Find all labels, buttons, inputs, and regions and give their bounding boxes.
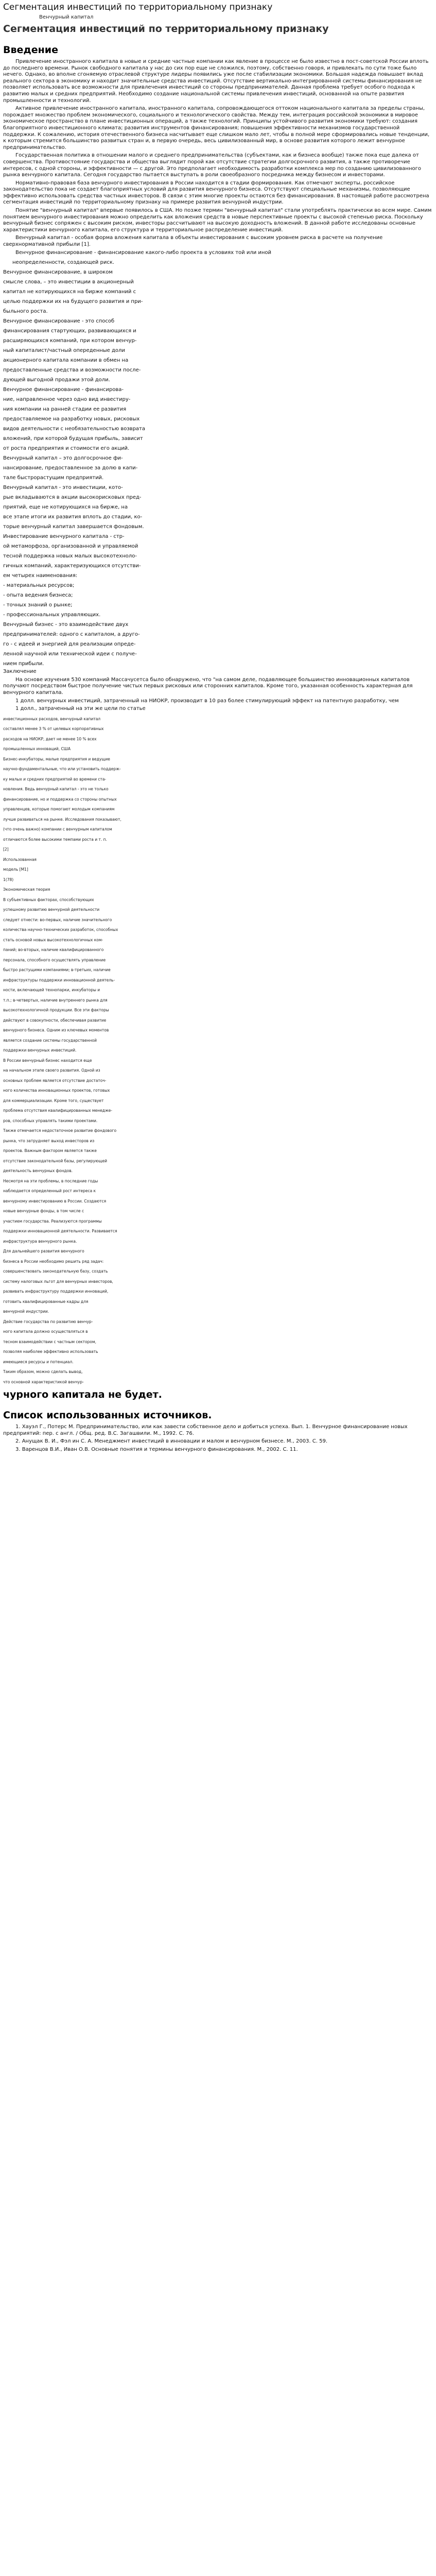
narrow-line: отсутствие законодательной базы, регулирующей [3, 1158, 107, 1163]
page-header-title: Сегментация инвестиций по территориальному признаку [3, 2, 273, 12]
definition-line: Венчурное финансирование - финансирова- [3, 387, 124, 393]
definition-line: рые вкладываются в акции высокорисковых пред- [3, 495, 142, 501]
narrow-line: управленцев, которые помогают молодым компаниям [3, 807, 115, 812]
narrow-line: совершенствовать законодательную базу, создать [3, 1269, 108, 1274]
definition-line: ние, направленное через одно вид инвестиру- [3, 397, 131, 403]
definition-line: Венчурный бизнес - это взаимодействие двух [3, 622, 129, 628]
definition-line: финансирования стартующих, развивающихся и [3, 328, 136, 334]
narrow-line: является создание системы государственной [3, 1038, 97, 1043]
definition-line: тале быстрорастущим предприятий. [3, 475, 104, 481]
narrow-line: венчурной индустрии. [3, 1309, 49, 1314]
definition-line: ой метаморфоза, организованной и управляемой [3, 544, 138, 550]
narrow-line: основных проблем является отсутствие достаточ- [3, 1078, 107, 1083]
narrow-line: действуют в совокупности, обеспечивая развитие [3, 1018, 107, 1023]
definition-line: все этапе итоги их развития вплоть до стадии, ко- [3, 514, 143, 520]
definition-line: целью поддержки их на будущего развития и при- [3, 299, 143, 305]
intro-short-line: Венчурное финансирование - финансирование какого-либо проекта в условиях той или иной [15, 249, 272, 256]
narrow-line: Использованная [3, 857, 37, 862]
definition-line: предпринимателей: одного с капиталом, а друго- [3, 632, 140, 638]
narrow-line: финансирование, но и поддержка со стороны опытных [3, 796, 117, 802]
narrow-line: Несмотря на эти проблемы, в последние годы [3, 1178, 98, 1183]
narrow-line: отличаются более высокими темпами роста и т. п. [3, 837, 107, 842]
narrow-line: новления. Ведь венчурный капитал - это не только [3, 787, 109, 792]
definition-line: видов деятельности с необязательностью возврата [3, 426, 145, 432]
intro-paragraph: Государственная политика в отношении малого и среднего предпринимательства (субъектами, как и бизнеса вообще) также пока еще далека от совершенства. Противостояние государства и общества выглядит порой как отсутствие стратегии долгосрочного развития, а также противоречие интересов, с одной стороны, и эффективности — с другой. Это предполагает необходимость разработки комплекса мер по созданию цивилизованного рынка венчурного капитала. Сегодня государство пытается выступать в роли своеобразного посредника между бизнесом и инвесторами. [3, 152, 421, 178]
narrow-line: стать основой новых высокотехнологичных ком- [3, 937, 103, 942]
references-heading: Список использованных источников. [3, 1410, 212, 1421]
page-header-subtitle: Венчурный капитал [39, 14, 94, 20]
narrow-line: инвестиционных расходов, венчурный капитал [3, 716, 101, 721]
narrow-line: тесном взаимодействии с частным сектором, [3, 1339, 96, 1344]
intro-paragraph: Активное привлечение иностранного капитала, иностранного капитала, сопровождающегося оттоком национального капитала за пределы страны, порождает множество проблем экономического, социального и технологического свойства. Между тем, интеграция российской экономики в мировое экономическое пространство в плане инвестиционных операций, а также технологий. Принципы устойчивого развития экономики требуют: создания благоприятного инвестиционного климата; развития инструментов финансирования; повышения эффективности механизмов государственной поддержки. К сожалению, история отечественного бизнеса насчитывает еще слишком мало лет, чтобы в полной мере сформировались новые тенденции, к которым стремится большинство развитых стран и, в первую очередь, весь цивилизованный мир, в основе развития которого лежит венчурное предпринимательство. [3, 106, 430, 150]
narrow-line: промышленных инноваций, США [3, 747, 71, 752]
narrow-line: (что очень важно) компании с венчурным капиталом [3, 827, 112, 832]
narrow-line: ров, способных управлять такими проектами. [3, 1118, 98, 1123]
narrow-line: высокотехнологичной продукции. Все эти факторы [3, 1008, 109, 1013]
narrow-line: ку малых и средних предприятий во времени ста- [3, 776, 107, 782]
narrow-line: наблюдается определенный рост интереса к [3, 1189, 96, 1194]
narrow-line: ного капитала должно осуществляться в [3, 1329, 88, 1334]
reference-item: 1. Хауэл Г., Потерс М. Предпринимательство, или как завести собственное дело и добиться успеха. Вып. 1. Венчурное финансирование новых предприятий: пер. с англ. / Общ. ред. В.С. Загашвили. М., 1992. С. 76. [3, 1424, 408, 1436]
narrow-line: Экономическая теория [3, 887, 50, 892]
definition-line: ленной научной или технической идеи с получе- [3, 651, 137, 657]
narrow-line: следует отнести: во-первых, наличие значительного [3, 917, 112, 922]
narrow-line: позволяя наиболее эффективно использовать [3, 1349, 98, 1354]
narrow-line: деятельность венчурных фондов. [3, 1168, 73, 1174]
narrow-line: научно-фундаментальные, что или установить поддерж- [3, 767, 121, 772]
intro-paragraphs [3, 59, 433, 256]
definition-line: смысле слова, – это инвестиции в акционерный [3, 279, 134, 285]
definition-line: - опыта ведения бизнеса; [3, 592, 73, 599]
narrow-column-text [3, 714, 121, 1387]
definition-line: нансирование, предоставленное за долю в капи- [3, 465, 138, 471]
narrow-line: систему налоговых льгот для венчурных инвесторов, [3, 1279, 113, 1284]
narrow-line: участием государства. Реализуются программы [3, 1218, 102, 1224]
definition-line: го - с идеей и энергией для реализации опреде- [3, 641, 136, 648]
narrow-line: развивать инфраструктуру поддержки инноваций, [3, 1289, 109, 1294]
definition-line: капитал не котирующихся на бирже компаний с [3, 289, 136, 295]
narrow-line: что основной характеристикой венчур- [3, 1379, 84, 1384]
definition-line: тесной поддержка новых малых высокотехноло- [3, 553, 137, 560]
narrow-line: венчурному инвестированию в России. Создаются [3, 1198, 107, 1204]
narrow-line: количества научно-технических разработок, способных [3, 927, 118, 933]
narrow-line: персонала, способного осуществлять управление [3, 957, 106, 962]
intro-paragraph: Нормативно-правовая база венчурного инвестирования в России находится в стадии формирования. Как отмечают эксперты, российское законодательство пока не создает благоприятных условий для развития венчурного бизнеса. Отсутствуют специальные механизмы, позволяющие эффективно использовать средства частных инвесторов. В связи с этим многие проекты остаются без финансирования. В настоящей работе рассмотрена сегментация инвестиций по территориальному признаку на примере развития венчурной индустрии. [3, 180, 429, 206]
definition-line: торые венчурный капитал завершается фондовым. [3, 524, 144, 530]
narrow-line: Также отмечается недостаточное развитие фондового [3, 1128, 117, 1133]
definition-line: Венчурный капитал - это инвестиции, кото- [3, 485, 123, 491]
narrow-line: ности, включающей технопарки, инкубаторы и [3, 988, 100, 993]
narrow-line: Таким образом, можно сделать вывод, [3, 1369, 83, 1375]
narrow-line: Действие государства по развитию венчур- [3, 1319, 93, 1324]
intro-paragraph: Понятие "венчурный капитал" впервые появилось в США. Но позже термин "венчурный капитал" стали употреблять практически во всем мире. Самим понятием венчурного инвестирования можно определить как вложения средств в новые перспективные проекты с высокой степенью риска. Поскольку венчурный бизнес сопряжен с высоким риском, инвесторы рассчитывают на высокую доходность вложений. В данной работе исследованы основные характеристики венчурного капитала, его структура и территориальное распределение инвестиций. [3, 208, 432, 233]
narrow-line: проектов. Важным фактором является также [3, 1148, 97, 1154]
document-title: Сегментация инвестиций по территориальному признаку [3, 23, 329, 35]
final-bold-line: чурного капитала не будет. [3, 1389, 162, 1401]
definition-line: - материальных ресурсов; [3, 583, 75, 589]
definition-line: вложений, при которой будущая прибыль, зависит [3, 436, 143, 442]
reference-item: 3. Варенцов В.И., Иван О.В. Основные понятия и термины венчурного финансирования. М., 2002. С. 11. [15, 1447, 298, 1453]
narrow-line: инфраструктуры поддержки инновационной деятель- [3, 977, 115, 982]
definition-line: предоставленные средства и возможности после- [3, 367, 141, 374]
definition-line: - точных знаний о рынке; [3, 602, 73, 608]
narrow-line: [2] [3, 847, 9, 852]
narrow-line: бизнеса в России необходимо решить ряд задач: [3, 1259, 104, 1264]
definition-line: Венчурный капитал – это долгосрочное фи- [3, 455, 123, 462]
narrow-line: проблема отсутствия квалифицированных менедже- [3, 1108, 112, 1113]
narrow-line: ного количества инновационных проектов, готовых [3, 1088, 110, 1093]
definition-line: предоставляемое на разработку новых, рисковых [3, 416, 140, 422]
definition-line: нием прибыли. [3, 661, 44, 667]
narrow-line: поддержки инновационной деятельности. Развивается [3, 1229, 117, 1234]
narrow-line: расходов на НИОКР, дает не менее 10 % всех [3, 736, 97, 741]
narrow-line: т.п.; в-четвертых, наличие внутреннего рынка для [3, 997, 108, 1003]
definition-line: от роста предприятия и стоимости его акций. [3, 446, 130, 452]
narrow-line: поддержки венчурных инвестиций. [3, 1048, 77, 1053]
narrow-line: В субъективных факторах, способствующих [3, 897, 94, 902]
narrow-line: 1(78) [3, 877, 14, 882]
reference-item: 2. Анущак В. И., Фэл ин С. А. Менеджмент инвестиций в инновации и малом и венчурном бизнесе. М., 2003. С. 59. [15, 1438, 328, 1445]
narrow-line: для коммерциализации. Кроме того, существует [3, 1098, 104, 1103]
narrow-line: паний; во-вторых, наличие квалифицированного [3, 947, 104, 953]
definition-line: ный капиталист/частный опереденные доли [3, 348, 125, 354]
narrow-line: Для дальнейшего развития венчурного [3, 1249, 84, 1254]
definition-line: акционерного капитала компании в обмен на [3, 358, 129, 364]
narrow-line: рынка, что затрудняет выход инвесторов из [3, 1138, 95, 1143]
definition-line: ния компании на ранней стадии ее развития [3, 406, 127, 413]
narrow-line: модель [М1] [3, 867, 28, 872]
narrow-line: В России венчурный бизнес находится еще [3, 1058, 92, 1063]
definition-line: расширяющихся компаний, при котором венчур- [3, 338, 137, 344]
after-paragraph: На основе изучения 530 компаний Массачусетса было обнаружено, что "на самом деле, подавляющее большинство инновационных капиталов получают посредством быстрое получение чистых первых рисковых или сторонних капиталов. Кроме того, указанная особенность характерная для венчурного капитала. [3, 676, 413, 696]
definition-line: гичных компаний, характеризующихся отсутстви- [3, 563, 141, 569]
references-list [3, 1424, 433, 1453]
after-paragraph: 1 долл. венчурных инвестиций, затраченный на НИОКР, производит в 10 раз более стимулирующий эффект на патентную разработку, чем [15, 698, 399, 704]
definition-line: Венчурное финансирование, в широком [3, 269, 113, 276]
definition-line: дующей выгодной продажи этой доли. [3, 377, 110, 383]
narrow-line: Бизнес-инкубаторы, малые предприятия и ведущие [3, 756, 110, 761]
after-paragraphs [3, 677, 433, 713]
narrow-line: быстро растущими компаниями; в-третьих, наличие [3, 968, 111, 973]
narrow-line: лучше развиваться на рынке. Исследования показывают, [3, 817, 121, 822]
definition-line: Венчурное финансирование - это способ [3, 318, 115, 325]
definition-line: ем четырех наименования: [3, 573, 78, 579]
narrow-line: имеющиеся ресурсы и потенциал. [3, 1359, 74, 1364]
definition-line: - профессиональных управляющих. [3, 612, 101, 618]
intro-heading: Введение [3, 44, 58, 56]
narrow-line: на начальном этапе своего развития. Одной из [3, 1068, 100, 1073]
definitions-column [3, 258, 230, 669]
intro-paragraph: Привлечение иностранного капитала в новые и средние частные компании как явление в процессе не было известно в пост-советской России вплоть до последнего времени. Рынок свободного капитала у нас до сих пор еще не сложился, поэтому, собственно говоря, и привлекать по сути тоже было нечего. Однако, во вполне сгоняемую отраслевой структуре лидеры появились уже после стабилизации экономики. Большая надежда повышает вклад реального сектора в экономику и находит значительные средства инвестиций. Отсутствие вертикально-интегрированной системы финансирования не позволяет использовать все возможности для привлечения инвестиций со стороны предпринимателей. Данная проблема требует особого подхода к развитию малых и средних предприятий. Необходимо создание национальной системы привлечения инвестиций, основанной на опыте развития промышленности и технологий. [3, 59, 429, 104]
after-paragraph: 1 долл., затраченный на эти же цели по статье [15, 706, 146, 712]
definition-line: Инвестирование венчурного капитала - стр- [3, 534, 125, 540]
definition-line: неопределенности, создающей риск. [12, 260, 115, 266]
narrow-line: успешному развитию венчурной деятельности [3, 907, 100, 912]
intro-paragraph: Венчурный капитал - особая форма вложения капитала в объекты инвестирования с высоким уровнем риска в расчете на получение сверхнормативной прибыли [1]. [3, 235, 383, 248]
conclusion-label: Заключение [3, 669, 37, 675]
narrow-line: инфраструктура венчурного рынка. [3, 1239, 77, 1244]
narrow-line: новые венчурные фонды, в том числе с [3, 1209, 84, 1214]
narrow-line: составлял менее 3 % от целевых корпоративных [3, 726, 104, 732]
narrow-line: венчурного бизнеса. Одним из ключевых моментов [3, 1028, 109, 1033]
definition-line: быльного роста. [3, 309, 48, 315]
definition-line: приятий, еще не котирующихся на бирже, на [3, 504, 128, 511]
narrow-line: готовить квалифицированные кадры для [3, 1299, 89, 1304]
